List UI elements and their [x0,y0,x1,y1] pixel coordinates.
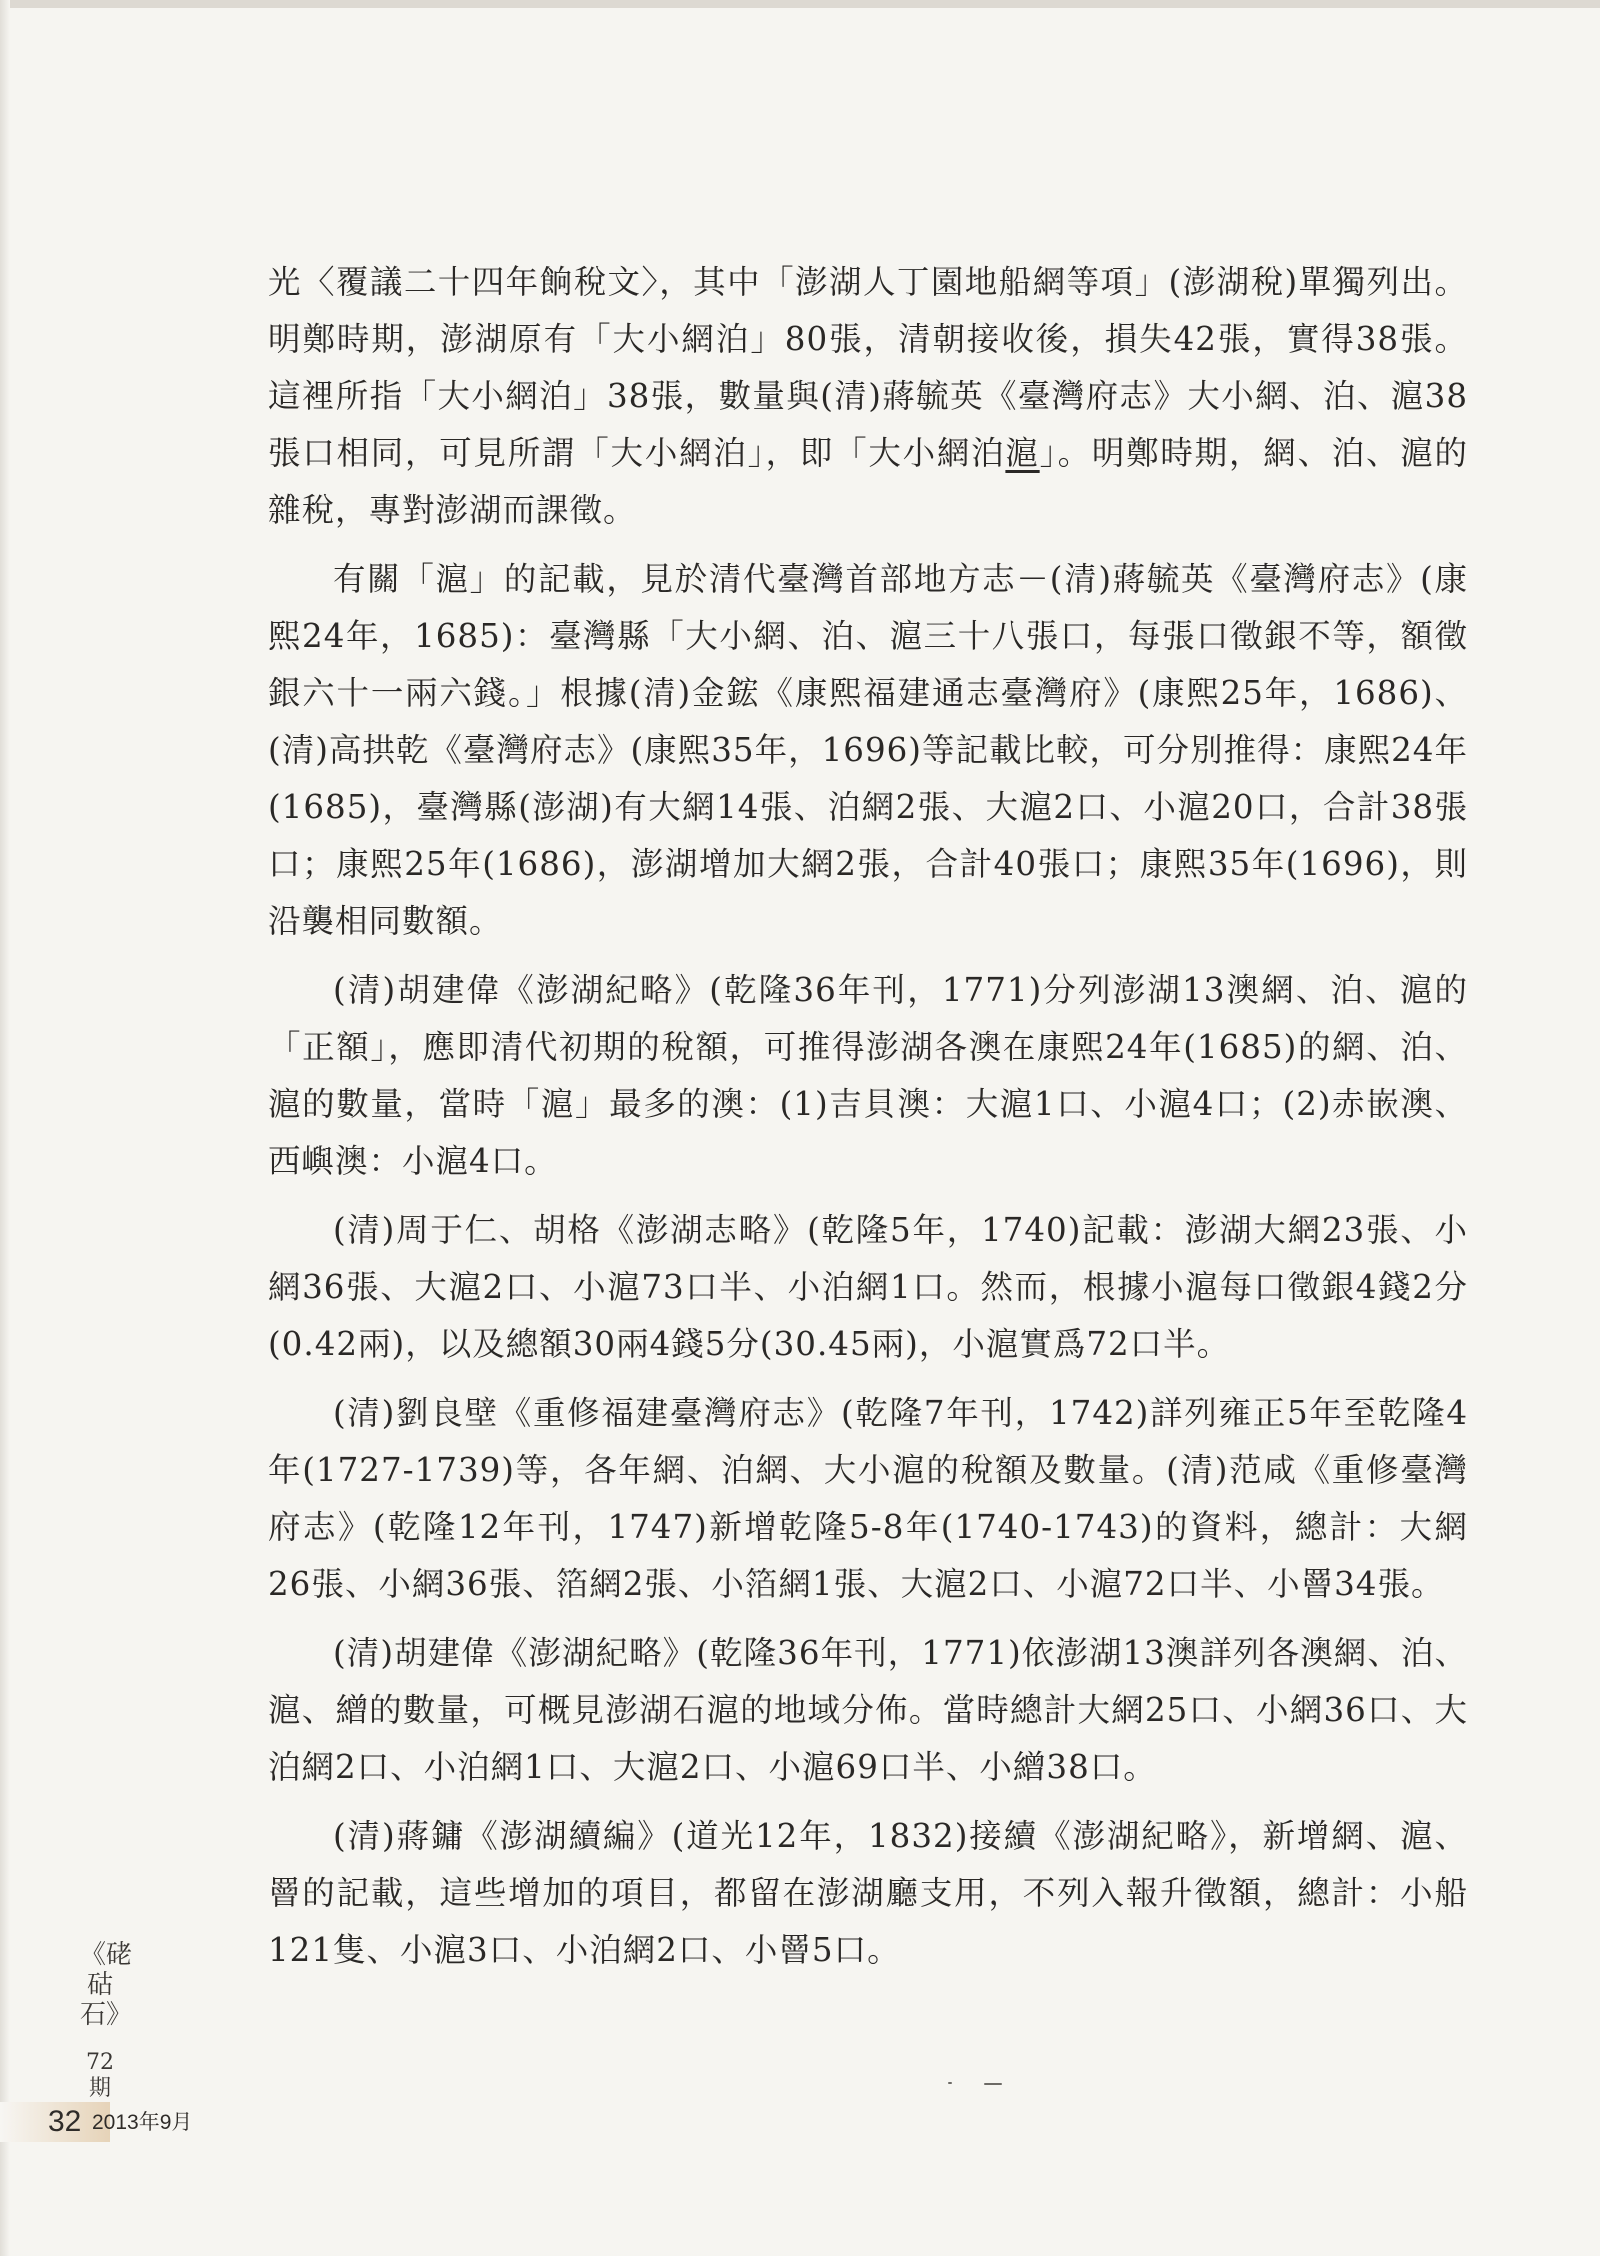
page-top-edge [0,0,1600,8]
paragraph-1-text: 光〈覆議二十四年餉稅文〉，其中「澎湖人丁園地船網等項」(澎湖稅)單獨列出。明鄭時期，澎湖原有「大小網泊」80張，清朝接收後，損失42張，實得38張。這裡所指「大小網泊」38張，數量與(清)蔣毓英《臺灣府志》大小網、泊、滬38張口相同，可見所謂「大小網泊」，即「大小網泊 [268,263,1468,472]
paragraph-3: (清)胡建偉《澎湖紀略》(乾隆36年刊，1771)分列澎湖13澳網、泊、滬的「正額」，應即清代初期的稅額，可推得澎湖各澳在康熙24年(1685)的網、泊、滬的數量，當時「滬」最多的澳：(1)吉貝澳：大滬1口、小滬4口；(2)赤嵌澳、西嶼澳：小滬4口。 [268,971,1468,1180]
paragraph-5: (清)劉良壁《重修福建臺灣府志》(乾隆7年刊，1742)詳列雍正5年至乾隆4年(1727-1739)等，各年網、泊網、大小滬的稅額及數量。(清)范咸《重修臺灣府志》(乾隆12年刊，1747)新增乾隆5-8年(1740-1743)的資料，總計：大網26張、小網36張、箔網2張、小箔網1張、大滬2口、小滬72口半、小罾34張。 [268,1394,1468,1603]
magazine-title-vertical: 《硓𥑮石》 [80,1940,133,2030]
paragraph-4: (清)周于仁、胡格《澎湖志略》(乾隆5年，1740)記載：澎湖大網23張、小網36張、大滬2口、小滬73口半、小泊網1口。然而，根據小滬每口徵銀4錢2分(0.42兩)，以及總額30兩4錢5分(30.45兩)，小滬實爲72口半。 [268,1211,1468,1363]
page-binding-edge [0,0,10,2256]
paragraph-1-tail: 」。明鄭時期，網、泊、滬的雜稅，專對澎湖而課徵。 [268,434,1468,529]
scan-smudge-mark [948,2081,1008,2087]
paragraph-2: 有關「滬」的記載，見於清代臺灣首部地方志－(清)蔣毓英《臺灣府志》(康熙24年，1685)：臺灣縣「大小網、泊、滬三十八張口，每張口徵銀不等，額徵銀六十一兩六錢。」根據(清)金鋐《康熙福建通志臺灣府》(康熙25年，1686)、(清)高拱乾《臺灣府志》(康熙35年，1696)等記載比較，可分別推得：康熙24年(1685)，臺灣縣(澎湖)有大網14張、泊網2張、大滬2口、小滬20口，合計38張口；康熙25年(1686)，澎湖增加大網2張，合計40張口；康熙35年(1696)，則沿襲相同數額。 [268,560,1468,940]
publication-date: 2013年9月 [92,2111,193,2134]
paragraph-6: (清)胡建偉《澎湖紀略》(乾隆36年刊，1771)依澎湖13澳詳列各澳網、泊、滬、繒的數量，可概見澎湖石滬的地域分佈。當時總計大網25口、小網36口、大泊網2口、小泊網1口、大滬2口、小滬69口半、小繒38口。 [268,1634,1468,1786]
page-number: 32 [48,2105,82,2138]
issue-number-vertical: 72期 [86,2050,114,2101]
underlined-character: 滬 [1005,434,1040,472]
paragraph-1 [268,254,1468,539]
article-body [268,254,1468,1991]
paragraph-7: (清)蔣鏞《澎湖續編》(道光12年，1832)接續《澎湖紀略》，新增網、滬、罾的記載，這些增加的項目，都留在澎湖廳支用，不列入報升徵額，總計：小船121隻、小滬3口、小泊網2口、小罾5口。 [268,1817,1468,1969]
